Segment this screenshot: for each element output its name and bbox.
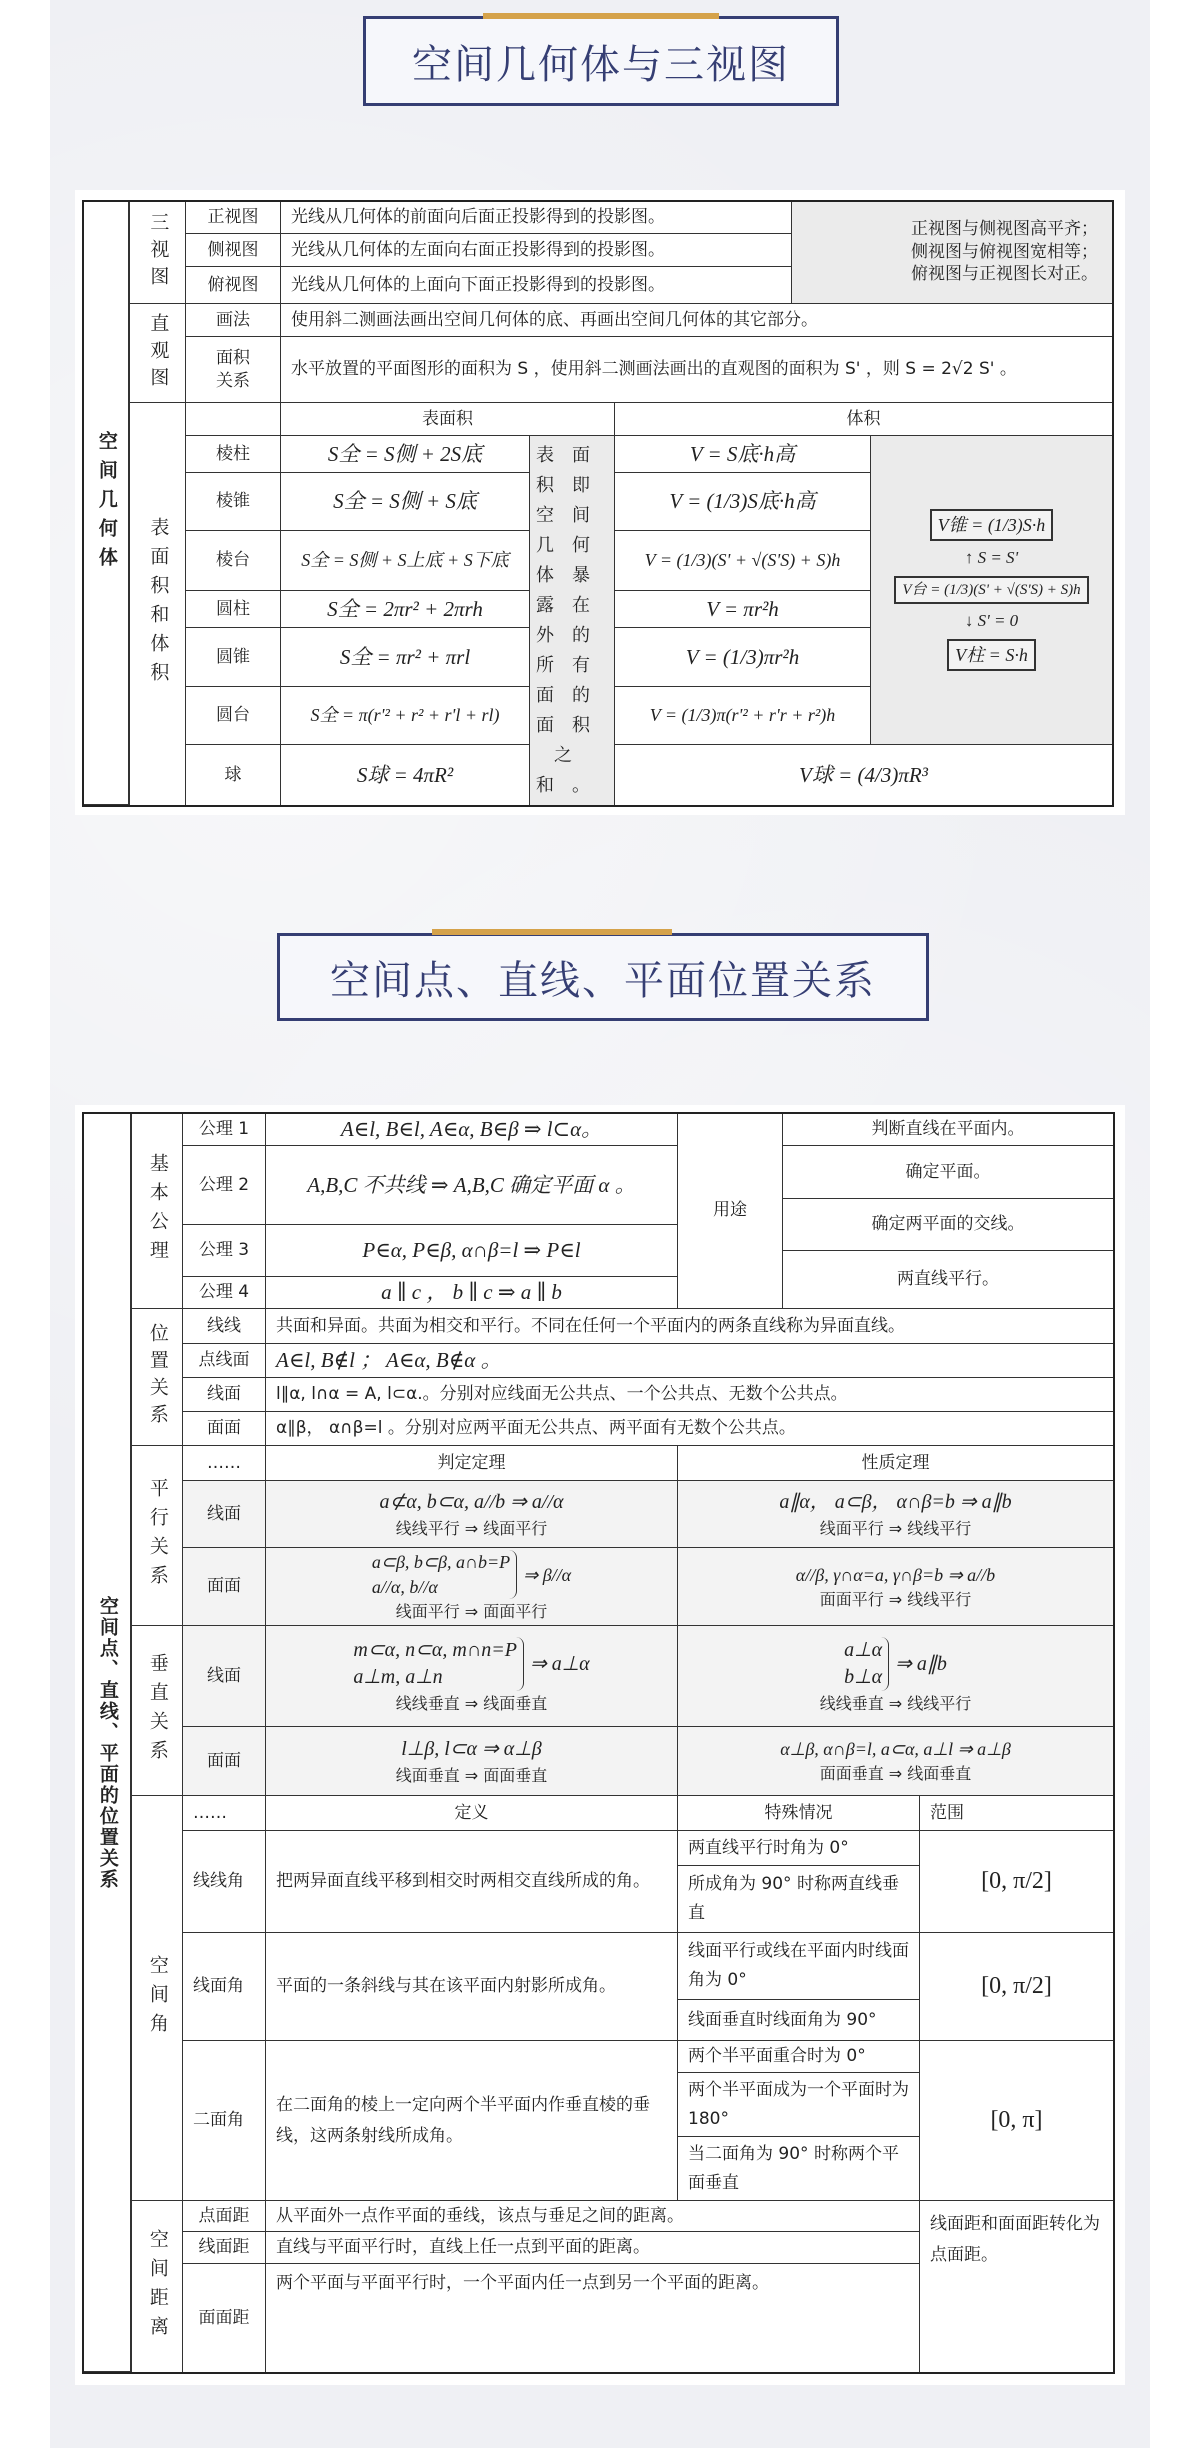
t1-header-area: 表面积 [280, 402, 615, 436]
t2-axiom-name: 公理 4 [182, 1276, 266, 1309]
t2-perp-name: 面面 [182, 1726, 266, 1796]
t1-row-area-name: 面积关系 [185, 336, 281, 403]
t2-angle-def: 把两异面直线平移到相交时两相交直线所成的角。 [265, 1830, 678, 1933]
t2-position-name: 点线面 [182, 1343, 266, 1378]
t1-group-three-views: 三视图 [129, 200, 186, 304]
t2-axiom-usage: 判断直线在平面内。 [782, 1112, 1114, 1146]
t2-group-axioms: 基本公理 [131, 1112, 183, 1309]
t2-axiom-name: 公理 3 [182, 1224, 266, 1277]
t2-angle-range: [0, π/2] [919, 1932, 1114, 2041]
t2-position-name: 线线 [182, 1308, 266, 1344]
t2-group-perpendicular: 垂直关系 [131, 1625, 183, 1796]
t2-position-desc: α∥β， α∩β=l 。分别对应两平面无公共点、两平面有无数个公共点。 [265, 1411, 1114, 1446]
t2-group-angles: 空间角 [131, 1795, 183, 2201]
t2-parallel-judge: a⊂β, b⊂β, a∩b=P a//α, b//α ⇒ β//α 线面平行 ⇒ 面面平行 [265, 1547, 678, 1626]
t2-distance-desc: 从平面外一点作平面的垂线，该点与垂足之间的距离。 [265, 2200, 920, 2232]
t2-angle-special: 线面垂直时线面角为 90° [677, 1999, 920, 2041]
t1-row-top-desc: 光线从几何体的上面向下面正投影得到的投影图。 [280, 266, 792, 304]
t1-row-name: 棱锥 [185, 472, 281, 531]
t1-row-volume: V = (1/3)S底·h高 [614, 472, 871, 531]
t1-group-intuitive: 直观图 [129, 303, 186, 403]
t2-angle-def: 平面的一条斜线与其在该平面内射影所成角。 [265, 1932, 678, 2041]
t2-angle-special: 两个半平面重合时为 0° [677, 2040, 920, 2073]
t2-angles-header-blank: …… [182, 1795, 266, 1831]
t2-parallel-header-prop: 性质定理 [677, 1445, 1114, 1481]
t1-row-front-name: 正视图 [185, 200, 281, 234]
t2-group-position: 位置关系 [131, 1308, 183, 1446]
t2-distance-desc: 直线与平面平行时，直线上任一点到平面的距离。 [265, 2231, 920, 2264]
t2-axiom-name: 公理 2 [182, 1145, 266, 1225]
t1-row-side-name: 侧视图 [185, 233, 281, 267]
t1-row-area: S全 = S侧 + S底 [280, 472, 530, 531]
t1-row-volume: V = S底·h高 [614, 435, 871, 473]
t1-row-area: S全 = π(r'² + r² + r'l + rl) [280, 686, 530, 745]
title-accent-bar-2 [432, 929, 672, 935]
t2-distance-name: 点面距 [182, 2200, 266, 2232]
t1-header-blank [185, 402, 281, 436]
t1-three-view-rules: 正视图与侧视图高平齐； 侧视图与俯视图宽相等； 俯视图与正视图长对正。 [791, 200, 1113, 304]
t2-angles-header-range: 范围 [919, 1795, 1114, 1831]
t2-parallel-prop: α//β, γ∩α=a, γ∩β=b ⇒ a//b 面面平行 ⇒ 线线平行 [677, 1547, 1114, 1626]
t1-row-name: 棱台 [185, 530, 281, 591]
t2-perp-judge: l⊥β, l⊂α ⇒ α⊥β 线面垂直 ⇒ 面面垂直 [265, 1726, 678, 1796]
t2-axiom-name: 公理 1 [182, 1112, 266, 1146]
t1-row-area: S全 = S侧 + S上底 + S下底 [280, 530, 530, 591]
t1-row-name: 圆台 [185, 686, 281, 745]
t2-root-label: 空间点、直线、平面的位置关系 [82, 1112, 132, 2373]
t2-position-desc: l∥α, l∩α = A, l⊂α.。分别对应线面无公共点、一个公共点、无数个公共点。 [265, 1377, 1114, 1412]
t2-angle-special: 两个半平面成为一个平面时为 180° [677, 2072, 920, 2137]
section-title-1 [363, 16, 839, 106]
t1-row-area: S球 = 4πR² [280, 744, 530, 806]
t1-row-draw-desc: 使用斜二测画法画出空间几何体的底、再画出空间几何体的其它部分。 [280, 303, 1113, 337]
t2-angle-special: 线面平行或线在平面内时线面角为 0° [677, 1932, 920, 2000]
t2-perp-name: 线面 [182, 1625, 266, 1727]
t1-row-area: S全 = πr² + πrl [280, 627, 530, 687]
t2-position-desc: 共面和异面。共面为相交和平行。不同在任何一个平面内的两条直线称为异面直线。 [265, 1308, 1114, 1344]
t1-row-area-desc: 水平放置的平面图形的面积为 S ，使用斜二测画法画出的直观图的面积为 S' ，则 S = 2√2 S' 。 [280, 336, 1113, 403]
t1-row-name: 圆柱 [185, 590, 281, 628]
t2-perp-prop: α⊥β, α∩β=l, a⊂α, a⊥l ⇒ a⊥β 面面垂直 ⇒ 线面垂直 [677, 1726, 1114, 1796]
t1-row-name: 球 [185, 744, 281, 806]
t2-position-name: 面面 [182, 1411, 266, 1446]
t1-row-draw-name: 画法 [185, 303, 281, 337]
t2-perp-prop: a⊥α b⊥α ⇒ a∥b 线线垂直 ⇒ 线线平行 [677, 1625, 1114, 1727]
prism-volume-formula: V柱 = S·h [947, 639, 1036, 671]
t2-axiom-formula: A∈l, B∈l, A∈α, B∈β ⇒ l⊂α。 [265, 1112, 678, 1146]
t2-angle-special: 所成角为 90° 时称两直线垂直 [677, 1865, 920, 1933]
section-title-1-text: 空间几何体与三视图 [412, 41, 790, 88]
t2-axiom-formula: A,B,C 不共线 ⇒ A,B,C 确定平面 α 。 [265, 1145, 678, 1225]
t2-distance-name: 线面距 [182, 2231, 266, 2264]
up-condition: ↑ S = S' [964, 547, 1019, 567]
t2-distance-desc: 两个平面与平面平行时，一个平面内任一点到另一个平面的距离。 [265, 2263, 920, 2373]
t1-volume-unify [870, 435, 1113, 745]
t1-row-name: 圆锥 [185, 627, 281, 687]
t2-parallel-name: 面面 [182, 1547, 266, 1626]
down-condition: ↓ S' = 0 [964, 611, 1019, 631]
frustum-volume-formula: V台 = (1/3)(S' + √(S'S) + S)h [894, 576, 1088, 604]
t1-row-volume: V = πr²h [614, 590, 871, 628]
section-title-2 [277, 933, 929, 1021]
section-title-2-text: 空间点、直线、平面位置关系 [330, 957, 876, 1004]
t2-angle-name: 二面角 [182, 2040, 266, 2201]
t2-angle-name: 线线角 [182, 1830, 266, 1933]
t1-row-side-desc: 光线从几何体的左面向右面正投影得到的投影图。 [280, 233, 792, 267]
t2-angle-def: 在二面角的棱上一定向两个半平面内作垂直棱的垂线，这两条射线所成角。 [265, 2040, 678, 2201]
t2-axiom-formula: P∈α, P∈β, α∩β=l ⇒ P∈l [265, 1224, 678, 1277]
t2-group-parallel: 平行关系 [131, 1445, 183, 1626]
cone-volume-formula: V锥 = (1/3)S·h [930, 509, 1054, 541]
t2-angle-range: [0, π/2] [919, 1830, 1114, 1933]
title-accent-bar-1 [483, 13, 719, 19]
t2-parallel-prop: a∥α， a⊂β， α∩β=b ⇒ a∥b 线面平行 ⇒ 线线平行 [677, 1480, 1114, 1548]
t1-row-volume: V = (1/3)πr²h [614, 627, 871, 687]
t2-angle-special: 两直线平行时角为 0° [677, 1830, 920, 1866]
t2-perp-judge: m⊂α, n⊂α, m∩n=P a⊥m, a⊥n ⇒ a⊥α 线线垂直 ⇒ 线面垂直 [265, 1625, 678, 1727]
t1-row-name: 棱柱 [185, 435, 281, 473]
t2-axiom-usage: 确定平面。 [782, 1145, 1114, 1199]
t2-distance-note: 线面距和面面距转化为点面距。 [919, 2200, 1114, 2373]
t2-axiom-usage: 确定两平面的交线。 [782, 1198, 1114, 1251]
t1-row-volume: V = (1/3)(S' + √(S'S) + S)h [614, 530, 871, 591]
t2-position-name: 线面 [182, 1377, 266, 1412]
t2-parallel-header-blank: …… [182, 1445, 266, 1481]
t2-axiom-formula: a ∥ c ， b ∥ c ⇒ a ∥ b [265, 1276, 678, 1309]
t2-usage-label: 用途 [677, 1112, 783, 1309]
t2-angle-special: 当二面角为 90° 时称两个平面垂直 [677, 2136, 920, 2201]
t1-group-area-volume: 表面积和体积 [129, 402, 186, 806]
t1-row-volume: V = (1/3)π(r'² + r'r + r²)h [614, 686, 871, 745]
t2-distance-name: 面面距 [182, 2263, 266, 2373]
t1-row-top-name: 俯视图 [185, 266, 281, 304]
t1-root-label: 空间几何体 [82, 200, 130, 806]
t2-angles-header-def: 定义 [265, 1795, 678, 1831]
t1-header-volume: 体积 [614, 402, 1113, 436]
t2-angles-header-special: 特殊情况 [677, 1795, 920, 1831]
t1-row-volume-sphere: V球 = (4/3)πR³ [614, 744, 1113, 806]
t2-position-desc: A∈l, B∉l ； A∈α, B∉α 。 [265, 1343, 1114, 1378]
t2-parallel-header-judge: 判定定理 [265, 1445, 678, 1481]
t2-group-distance: 空间距离 [131, 2200, 183, 2373]
t1-area-note: 表面积即空间几何体暴露在外的所有面的面积之和。 [529, 435, 615, 806]
t2-angle-range: [0, π] [919, 2040, 1114, 2201]
t1-row-front-desc: 光线从几何体的前面向后面正投影得到的投影图。 [280, 200, 792, 234]
t2-angle-name: 线面角 [182, 1932, 266, 2041]
t1-row-area: S全 = S侧 + 2S底 [280, 435, 530, 473]
t1-row-area: S全 = 2πr² + 2πrh [280, 590, 530, 628]
t2-axiom-usage: 两直线平行。 [782, 1250, 1114, 1309]
t2-parallel-judge: a⊄α, b⊂α, a//b ⇒ a//α 线线平行 ⇒ 线面平行 [265, 1480, 678, 1548]
t2-parallel-name: 线面 [182, 1480, 266, 1548]
